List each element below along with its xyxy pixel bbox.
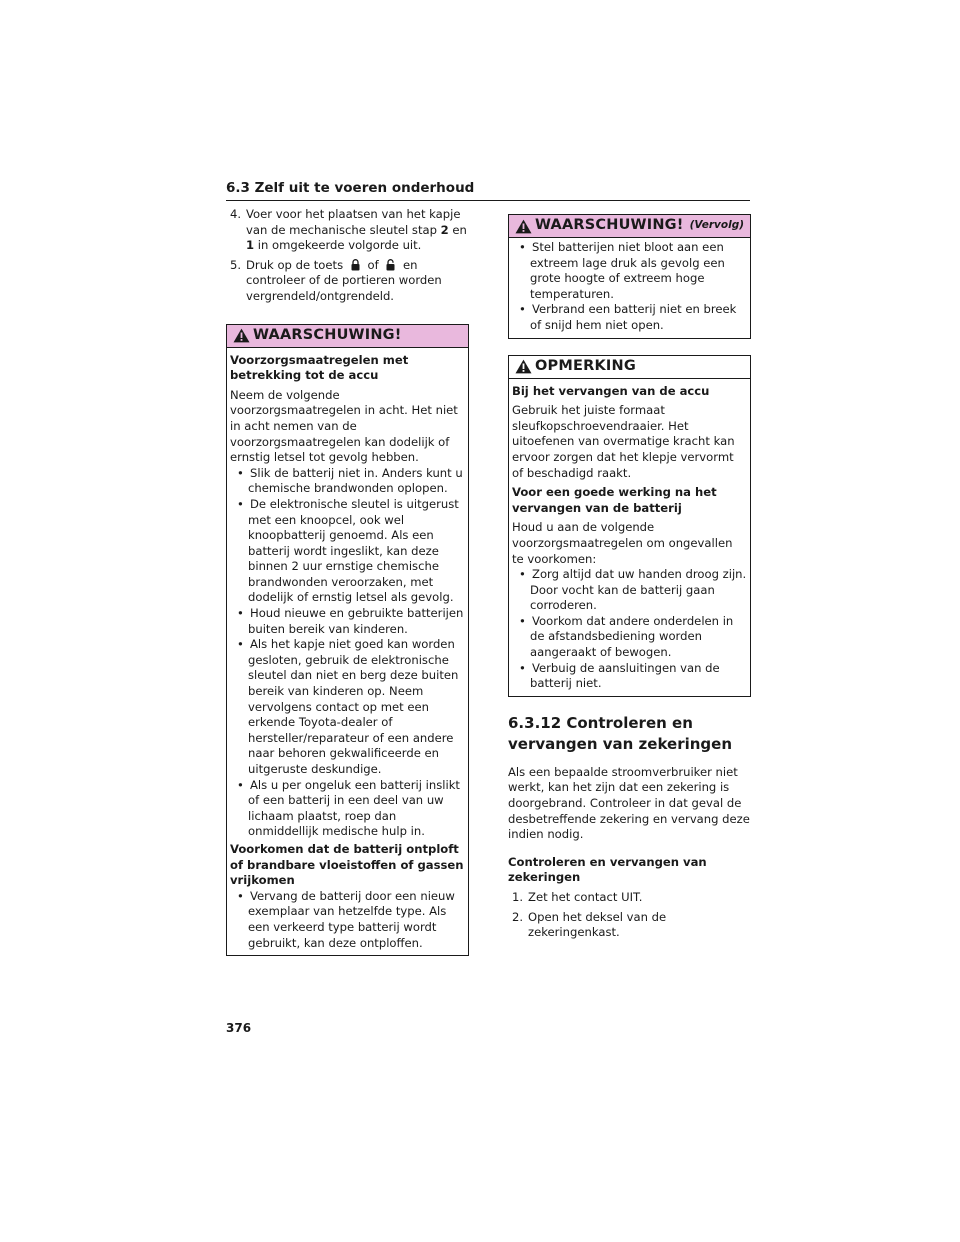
page-number: 376 [226, 1021, 252, 1035]
warning-bullet-list [230, 466, 465, 840]
section-intro: Als een bepaalde stroomverbruiker niet werkt, kan het zijn dat een zekering is doorgebrand. Controleer in dat geval de desbetreffende zekering en vervang deze indien nodig. [508, 764, 750, 842]
step-ref: 1 [246, 238, 255, 253]
list-item-text: Houd nieuwe en gebruikte batterijen buiten bereik van kinderen. [248, 606, 464, 636]
list-item: • Voorkom dat andere onderdelen in de afstandsbediening worden aangeraakt of bewogen. [519, 613, 734, 660]
step-text: Open het deksel van de zekeringenkast. [528, 909, 667, 940]
step-text: Zet het contact UIT. [528, 890, 643, 904]
warning-title: WAARSCHUWING! [253, 326, 402, 343]
section-title: 6.3.12 Controleren en vervangen van zekeringen [508, 713, 732, 753]
step-number: 2. [512, 909, 524, 924]
step-text: in omgekeerde volgorde uit. [254, 238, 422, 253]
step-2 [508, 910, 751, 941]
list-item-text: Stel batterijen niet bloot aan een extreem lage druk als gevolg een grote hoogte of extreem hoge temperaturen. [530, 240, 725, 301]
list-item-text: Zorg altijd dat uw handen droog zijn. Door vocht kan de batterij gaan corroderen. [530, 567, 747, 613]
left-column [226, 207, 469, 956]
page-header: 6.3 Zelf uit te voeren onderhoud [226, 180, 750, 201]
list-item-text: Als het kapje niet goed kan worden gesloten, gebruik de elektronische sleutel dan niet en berg deze buiten bereik van kinderen op. Neem vervolgens contact op met een erkende Toyota-dealer of hersteller/reparateur of een andere naar behoren gekwalificeerde en uitgeruste deskundige. [248, 637, 459, 776]
list-item: • Als u per ongeluk een batterij inslikt of een batterij in een deel van uw lichaam plaatst, roep dan onmiddellijk medische hulp in. [237, 777, 460, 839]
note-title: OPMERKING [535, 357, 636, 374]
list-item-text: Verbuig de aansluitingen van de batterij niet. [530, 660, 720, 691]
warning-subtitle: Voorzorgsmaatregelen met betrekking tot de accu [230, 352, 409, 383]
step-text: Voer voor het plaatsen van het kapje van de mechanische sleutel stap [246, 207, 461, 237]
note-subtitle: Voor een goede werking na het vervangen van de batterij [512, 485, 717, 515]
right-column [508, 207, 751, 941]
warning-title: WAARSCHUWING! [535, 217, 684, 234]
note-body [509, 379, 750, 696]
list-item: • Vervang de batterij door een nieuw exemplaar van hetzelfde type. Als een verkeerd type batterij wordt gebruikt, kan deze ontploffen. [237, 888, 455, 950]
note-box [508, 355, 751, 697]
list-item-text: Verbrand een batterij niet en breek of snijd hem niet open. [530, 302, 737, 332]
list-item: • Verbrand een batterij niet en breek of snijd hem niet open. [519, 302, 737, 332]
list-item-text: Als u per ongeluk een batterij inslikt of een batterij in een deel van uw lichaam plaatst, roep dan onmiddellijk medische hulp in. [248, 777, 460, 839]
warning-box-continued [508, 214, 751, 339]
warning-triangle-icon [515, 359, 532, 374]
warning-body [509, 238, 750, 338]
step-5 [226, 258, 469, 305]
warning-header [227, 325, 468, 348]
step-number: 4. [230, 207, 242, 221]
list-item: • Houd nieuwe en gebruikte batterijen buiten bereik van kinderen. [237, 606, 464, 636]
note-subtitle: Bij het vervangen van de accu [512, 383, 710, 398]
step-text: of [363, 257, 383, 272]
warning-body [227, 348, 468, 956]
lock-closed-icon [351, 259, 360, 271]
note-text: Gebruik het juiste formaat sleufkopschroevendraaier. Het uitoefenen van overmatige kracht kan ervoor zorgen dat het klepje vervormt of beschadigd raakt. [512, 403, 735, 480]
note-header [509, 356, 750, 379]
step-number: 1. [512, 890, 524, 904]
list-item-text: De elektronische sleutel is uitgerust met een knoopcel, ook wel knoopbatterij genoemd. Als een batterij wordt ingeslikt, kan deze binnen 2 uur ernstige chemische brandwonden veroorzaken, met dodelijk of ernstig letsel als gevolg. [248, 496, 459, 605]
step-text: en controleer of de portieren worden vergrendeld/ontgrendeld. [246, 257, 442, 303]
warning-subtitle: Voorkomen dat de batterij ontploft of brandbare vloeistoffen of gassen vrijkomen [230, 841, 464, 888]
list-item: • Verbuig de aansluitingen van de batterij niet. [519, 660, 720, 691]
list-item: • Stel batterijen niet bloot aan een extreem lage druk als gevolg een grote hoogte of extreem hoge temperaturen. [519, 240, 725, 301]
step-text: Druk op de toets [246, 257, 347, 272]
warning-triangle-icon [233, 328, 250, 343]
note-text: Houd u aan de volgende voorzorgsmaatregelen om ongevallen te voorkomen: [512, 520, 733, 566]
warning-continued-label: (Vervolg) [689, 219, 745, 232]
section-subtitle: Controleren en vervangen van zekeringen [508, 854, 707, 885]
list-item: • Slik de batterij niet in. Anders kunt u chemische brandwonden oplopen. [237, 465, 463, 496]
list-item-text: Voorkom dat andere onderdelen in de afstandsbediening worden aangeraakt of bewogen. [530, 613, 734, 660]
list-item-text: Vervang de batterij door een nieuw exemplaar van hetzelfde type. Als een verkeerd type batterij wordt gebruikt, kan deze ontploffen. [248, 888, 455, 950]
warning-header [509, 215, 750, 238]
step-1 [508, 890, 751, 906]
list-item-text: Slik de batterij niet in. Anders kunt u chemische brandwonden oplopen. [248, 465, 463, 496]
step-ref: 2 [440, 222, 449, 237]
lock-open-icon [386, 259, 395, 271]
list-item: • Als het kapje niet goed kan worden gesloten, gebruik de elektronische sleutel dan niet en berg deze buiten bereik van kinderen op. Neem vervolgens contact op met een erkende Toyota-dealer of hersteller/reparateur of een andere naar behoren gekwalificeerde en uitgeruste deskundige. [237, 637, 459, 776]
step-text: en [448, 222, 467, 237]
step-4 [226, 207, 469, 254]
warning-box [226, 324, 469, 957]
warning-bullet-list [230, 889, 465, 951]
warning-intro: Neem de volgende voorzorgsmaatregelen in acht. Het niet in acht nemen van de voorzorgsmaatregelen kan dodelijk of ernstig letsel tot gevolg hebben. [230, 387, 458, 465]
list-item: • Zorg altijd dat uw handen droog zijn. Door vocht kan de batterij gaan corroderen. [519, 567, 747, 613]
warning-triangle-icon [515, 219, 532, 234]
list-item: • De elektronische sleutel is uitgerust met een knoopcel, ook wel knoopbatterij genoemd. Als een batterij wordt ingeslikt, kan deze binnen 2 uur ernstige chemische brandwonden veroorzaken, met dodelijk of ernstig letsel als gevolg. [237, 496, 459, 605]
step-number: 5. [230, 257, 242, 272]
